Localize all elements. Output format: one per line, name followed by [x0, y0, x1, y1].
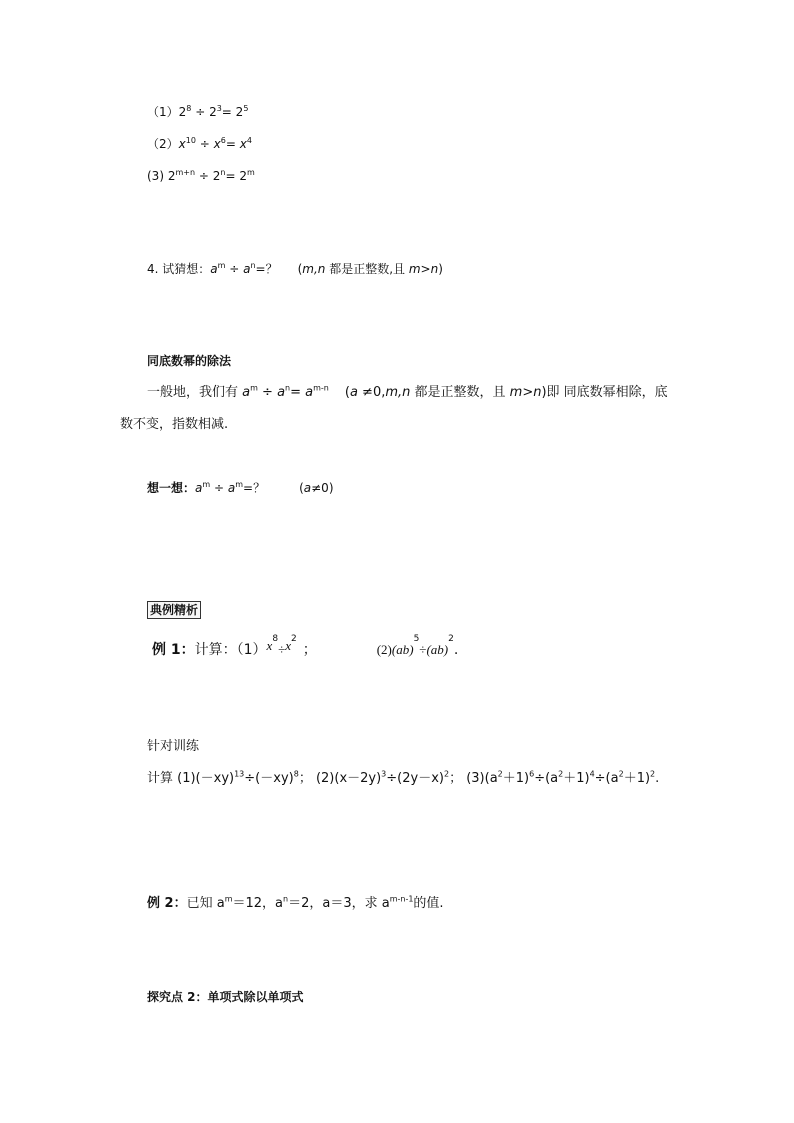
base: 2	[167, 169, 176, 183]
equation-2	[147, 136, 252, 152]
separator: .	[453, 642, 459, 658]
base: x	[266, 638, 273, 653]
practice-prefix: 计算	[147, 771, 178, 786]
equals: =？	[243, 481, 266, 495]
exponent: m	[224, 894, 233, 904]
operator: ÷	[225, 262, 244, 276]
eq-label: （1）	[147, 105, 179, 119]
example-1	[152, 634, 459, 660]
exponent: 2	[443, 769, 450, 779]
equation-3	[147, 168, 255, 184]
exponent: 8	[293, 769, 299, 779]
equals: =？	[255, 262, 278, 276]
example-text: 已知 a	[186, 896, 225, 911]
base: 2	[235, 105, 244, 119]
exponent: n	[220, 168, 226, 177]
exponent: 2	[558, 769, 564, 779]
operator: ÷	[257, 385, 278, 400]
base: a	[210, 262, 218, 276]
term: ÷(2y－x)	[386, 771, 444, 786]
base: a	[227, 481, 236, 495]
exponent: m	[250, 383, 258, 393]
term: ＋1)	[563, 771, 590, 786]
paren: (	[344, 385, 350, 400]
practice-line	[147, 771, 659, 787]
section-tag-label: 典例精析	[147, 601, 201, 619]
practice-heading: 针对训练	[147, 739, 200, 754]
exponent: 5	[413, 634, 420, 644]
base: 2	[239, 169, 247, 183]
base: 2	[212, 169, 221, 183]
exponent: m	[202, 480, 211, 489]
term: (3)(a	[466, 771, 498, 786]
think-line	[147, 480, 334, 496]
exponent: 2	[290, 634, 297, 644]
guess-prefix: 4. 试猜想：	[147, 262, 211, 276]
base: x	[213, 137, 221, 151]
explore-heading: 探究点 2：单项式除以单项式	[147, 990, 304, 1004]
paren: (	[297, 262, 303, 276]
exponent: 2	[618, 769, 624, 779]
eq-label: (3)	[147, 169, 168, 183]
var: a	[303, 481, 312, 495]
term: ÷(－xy)	[244, 771, 294, 786]
vars: m,n	[302, 262, 326, 276]
separator: ；	[298, 771, 316, 786]
exponent: 3	[216, 104, 222, 113]
exponent: 13	[234, 769, 245, 779]
example-text: ＝12，a	[232, 896, 283, 911]
operator: ÷	[278, 642, 286, 657]
paren: (	[299, 481, 304, 495]
base: (ab)	[426, 642, 449, 657]
exponent: n	[283, 894, 289, 904]
rule-intro: 一般地，我们有	[147, 385, 243, 400]
base: a	[305, 385, 314, 400]
rule-statement	[147, 385, 668, 401]
condition-text: ≠0)	[311, 481, 334, 495]
term: ÷(a	[534, 771, 559, 786]
equals: =	[225, 169, 240, 183]
exponent: 6	[220, 136, 226, 145]
operator: ÷	[195, 137, 214, 151]
base: 2	[178, 105, 187, 119]
eq-label: （2）	[147, 137, 179, 151]
condition-text: 都是正整数,且	[325, 262, 409, 276]
base: x	[239, 137, 247, 151]
rule-continuation: 数不变，指数相减.	[120, 417, 229, 432]
rule-heading: 同底数幂的除法	[147, 354, 232, 368]
think-label: 想一想：	[147, 481, 196, 495]
part-label: (2)	[376, 642, 392, 657]
paren: )	[438, 262, 443, 276]
exponent: n	[285, 383, 291, 393]
exponent: 8	[186, 104, 192, 113]
example-label: 例 2：	[147, 896, 187, 911]
rule-conclusion: )即 同底数幂相除，底	[541, 385, 668, 400]
exponent: m	[235, 480, 244, 489]
exponent: m-n-1	[389, 894, 414, 904]
term: ÷(a	[594, 771, 619, 786]
equals: =	[225, 137, 240, 151]
exponent: 6	[529, 769, 535, 779]
guess-line	[147, 261, 443, 277]
base: a	[277, 385, 286, 400]
operator: ÷	[419, 642, 427, 657]
term: (2)(x－2y)	[315, 771, 382, 786]
operator: ÷	[191, 105, 210, 119]
separator: ；	[449, 771, 467, 786]
example-text: 的值.	[413, 896, 444, 911]
example-text: 计算：（1）	[194, 642, 267, 658]
condition-text: 都是正整数，且	[410, 385, 510, 400]
relation: m>n	[408, 262, 439, 276]
section-tag	[147, 602, 201, 618]
exponent: m	[217, 261, 226, 270]
exponent: m	[246, 168, 255, 177]
term: (1)(－xy)	[177, 771, 235, 786]
exponent: 2	[448, 634, 454, 644]
equals: =	[290, 385, 306, 400]
var: a	[349, 385, 358, 400]
condition-text: ≠0,	[357, 385, 386, 400]
base: (ab)	[391, 642, 414, 657]
term: ＋1)	[502, 771, 530, 786]
relation: m>n	[509, 385, 542, 400]
base: a	[195, 481, 203, 495]
exponent: 5	[243, 104, 249, 113]
exponent: 10	[185, 136, 196, 145]
exponent: 4	[589, 769, 595, 779]
base: x	[285, 638, 291, 653]
example-label: 例 1：	[152, 642, 195, 658]
example-text: ＝2，a＝3，求 a	[288, 896, 390, 911]
exponent: 2	[650, 769, 656, 779]
exponent: 3	[381, 769, 387, 779]
operator: ÷	[195, 169, 213, 183]
exponent: n	[250, 261, 256, 270]
example-2	[147, 896, 444, 912]
exponent: 2	[497, 769, 503, 779]
base: a	[242, 385, 251, 400]
equals: =	[221, 105, 236, 119]
equation-1	[147, 104, 248, 120]
base: a	[243, 262, 251, 276]
separator: ；	[302, 642, 317, 658]
exponent: 4	[246, 136, 252, 145]
base: 2	[209, 105, 217, 119]
vars: m,n	[385, 385, 411, 400]
operator: ÷	[210, 481, 228, 495]
exponent: m+n	[175, 168, 196, 177]
term: ＋1)	[623, 771, 651, 786]
exponent: m-n	[313, 383, 329, 393]
separator: .	[655, 771, 660, 786]
exponent: 8	[272, 634, 279, 644]
base: x	[178, 137, 186, 151]
